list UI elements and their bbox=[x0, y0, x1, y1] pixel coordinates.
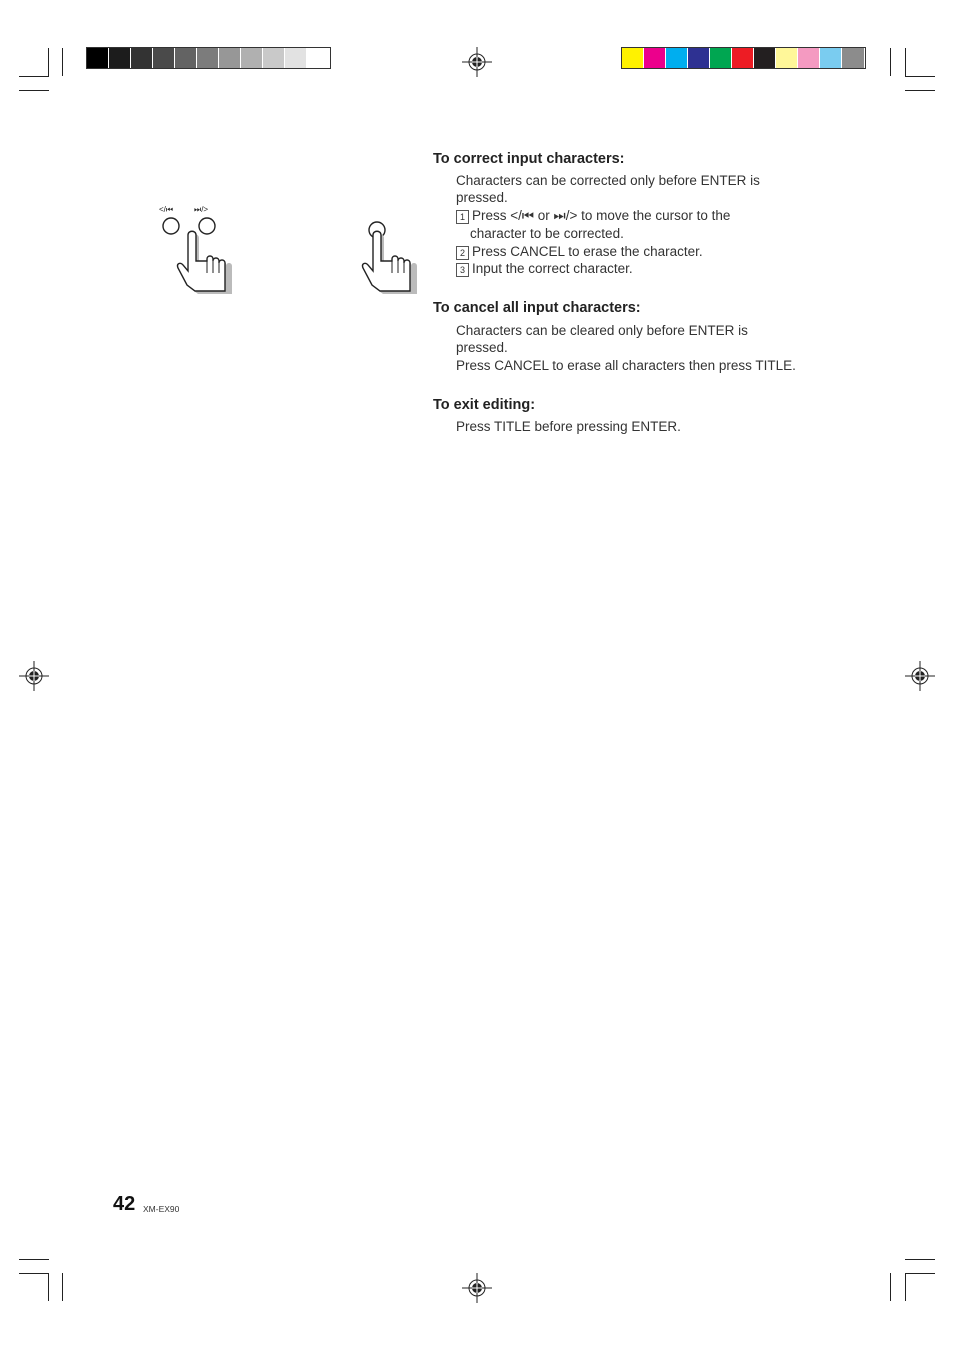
crop-mark bbox=[62, 1273, 63, 1301]
pointing-hand-two-buttons-icon bbox=[155, 213, 235, 295]
remote-illustration-cancel bbox=[355, 213, 425, 295]
crop-mark bbox=[48, 48, 49, 76]
crop-mark bbox=[19, 1259, 49, 1260]
color-swatch bbox=[732, 48, 754, 68]
step-text: Press CANCEL to erase the character. bbox=[472, 244, 703, 259]
color-swatch bbox=[87, 48, 109, 68]
step-number-box: 2 bbox=[456, 246, 469, 260]
exit-line1: Press TITLE before pressing ENTER. bbox=[456, 419, 681, 434]
color-swatch bbox=[754, 48, 776, 68]
remote-illustration-skip bbox=[155, 205, 235, 295]
skip-back-button-label: </⏮ bbox=[159, 205, 174, 214]
color-swatch bbox=[197, 48, 219, 68]
color-swatch bbox=[798, 48, 820, 68]
page-number: 42 bbox=[113, 1193, 136, 1215]
color-swatch bbox=[776, 48, 798, 68]
color-swatch bbox=[153, 48, 175, 68]
crop-mark bbox=[905, 90, 935, 91]
crop-mark bbox=[19, 76, 49, 77]
color-swatch bbox=[307, 48, 329, 68]
process-color-bar bbox=[621, 47, 866, 69]
cancel-line1: Characters can be cleared only before ENTER is bbox=[456, 323, 748, 338]
color-swatch bbox=[109, 48, 131, 68]
color-swatch bbox=[710, 48, 732, 68]
correct-step-1-cont: character to be corrected. bbox=[470, 226, 624, 241]
section-heading-cancel: To cancel all input characters: bbox=[433, 300, 641, 316]
color-swatch bbox=[688, 48, 710, 68]
color-swatch bbox=[263, 48, 285, 68]
cancel-line2: pressed. bbox=[456, 340, 508, 355]
crop-mark bbox=[905, 1273, 906, 1301]
crop-mark bbox=[905, 48, 906, 76]
correct-step-3 bbox=[456, 260, 633, 278]
section-heading-correct: To correct input characters: bbox=[433, 151, 625, 167]
correct-step-1 bbox=[456, 207, 730, 225]
step-text: Press </⏮ or ⏭/> to move the cursor to the bbox=[472, 208, 731, 223]
step-text: Input the correct character. bbox=[472, 261, 633, 276]
registration-target-icon bbox=[19, 661, 49, 691]
correct-intro-line1: Characters can be corrected only before ENTER is bbox=[456, 173, 760, 188]
crop-mark bbox=[905, 76, 935, 77]
step-number-box: 1 bbox=[456, 210, 469, 224]
correct-step-2 bbox=[456, 243, 703, 261]
crop-mark bbox=[19, 90, 49, 91]
step-number-box: 3 bbox=[456, 263, 469, 277]
grayscale-color-bar bbox=[86, 47, 331, 69]
registration-target-icon bbox=[462, 1273, 492, 1303]
registration-target-icon bbox=[905, 661, 935, 691]
correct-intro-line2: pressed. bbox=[456, 190, 508, 205]
color-swatch bbox=[820, 48, 842, 68]
color-swatch bbox=[285, 48, 307, 68]
color-swatch bbox=[131, 48, 153, 68]
model-name: XM-EX90 bbox=[143, 1204, 180, 1214]
crop-mark bbox=[48, 1273, 49, 1301]
color-swatch bbox=[219, 48, 241, 68]
crop-mark bbox=[905, 1259, 935, 1260]
color-swatch bbox=[644, 48, 666, 68]
skip-forward-button-label: ⏭/> bbox=[194, 205, 209, 214]
color-swatch bbox=[842, 48, 864, 68]
cancel-line3: Press CANCEL to erase all characters then press TITLE. bbox=[456, 358, 796, 373]
crop-mark bbox=[890, 1273, 891, 1301]
crop-mark bbox=[62, 48, 63, 76]
color-swatch bbox=[666, 48, 688, 68]
color-swatch bbox=[622, 48, 644, 68]
color-swatch bbox=[175, 48, 197, 68]
pointing-hand-button-icon bbox=[355, 213, 425, 295]
registration-target-icon bbox=[462, 47, 492, 77]
crop-mark bbox=[19, 1273, 49, 1274]
color-swatch bbox=[241, 48, 263, 68]
crop-mark bbox=[890, 48, 891, 76]
section-heading-exit: To exit editing: bbox=[433, 397, 536, 413]
crop-mark bbox=[905, 1273, 935, 1274]
